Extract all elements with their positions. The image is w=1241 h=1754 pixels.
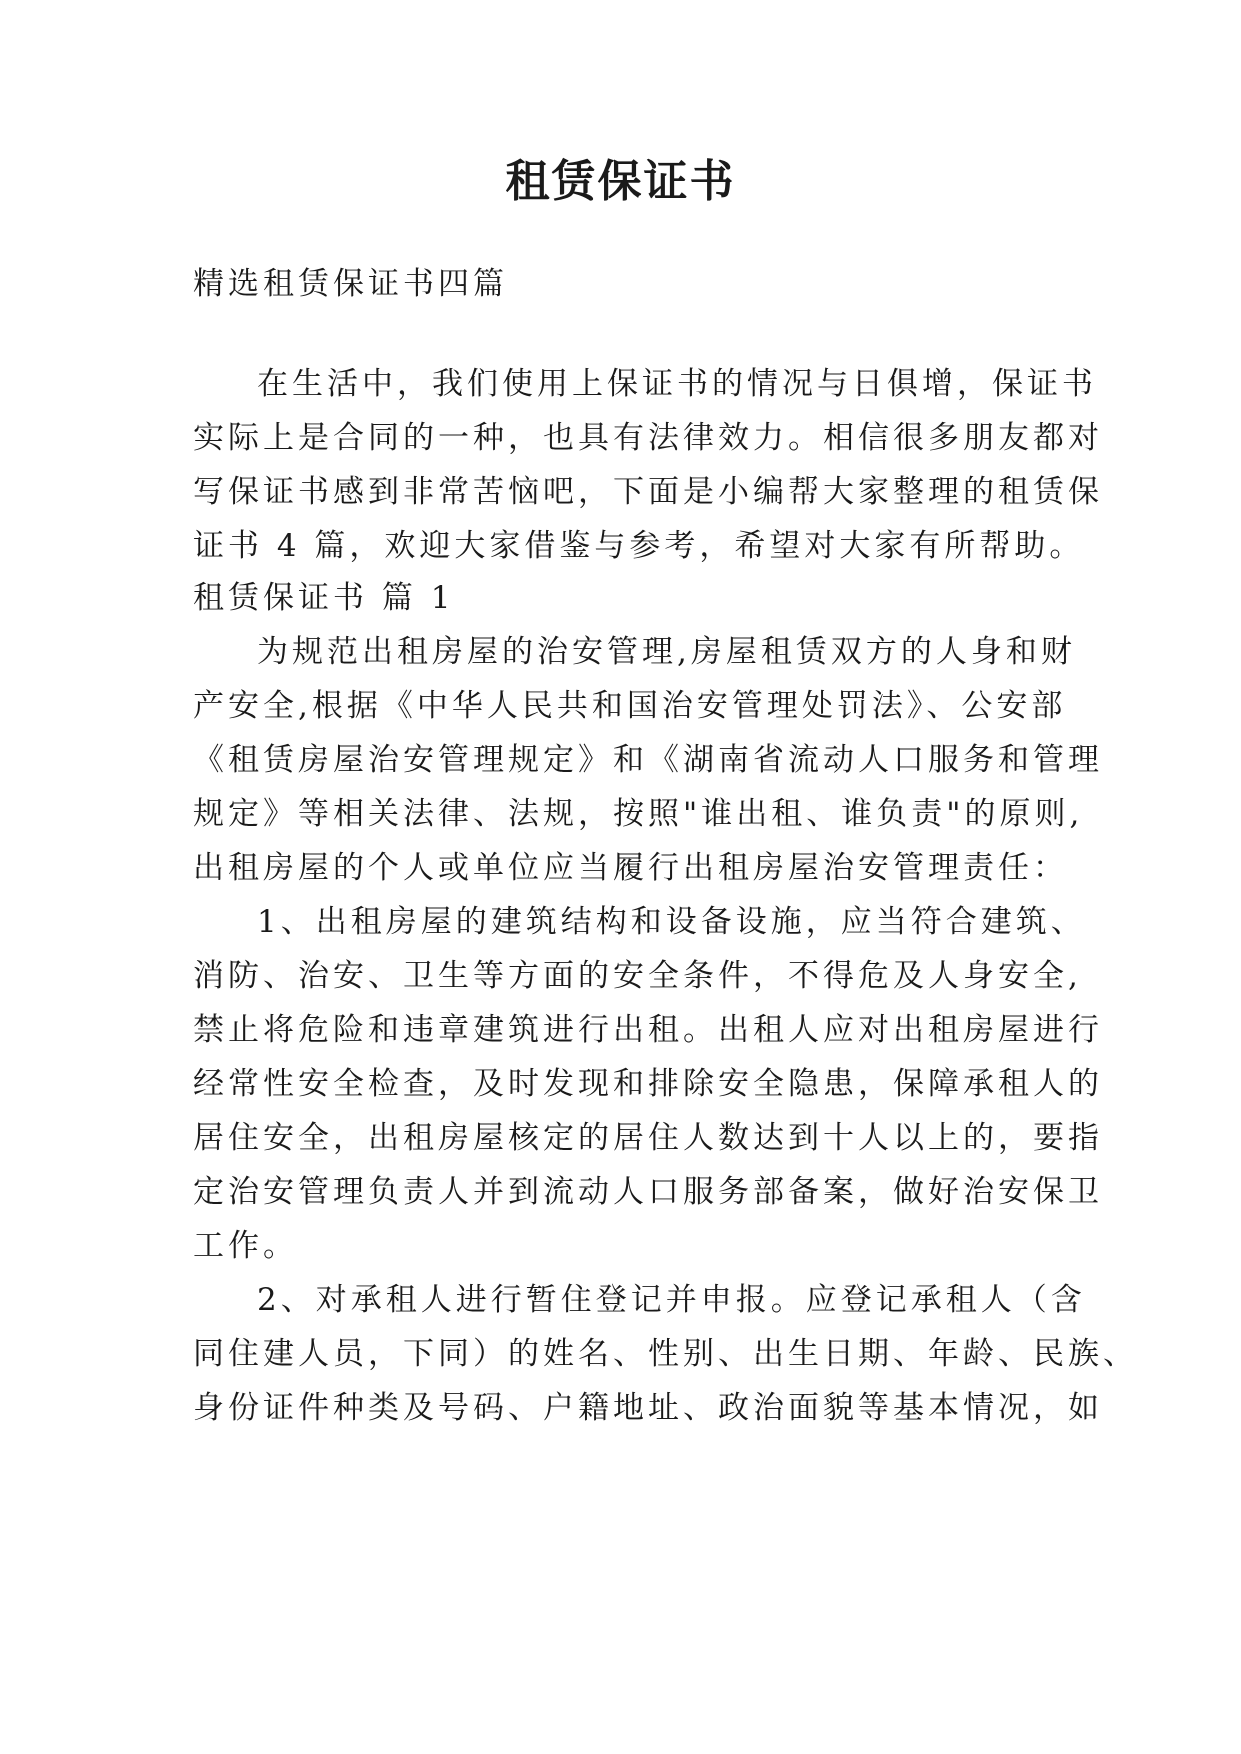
item-line: 2、对承租人进行暂住登记并申报。应登记承租人（含: [257, 1282, 1086, 1318]
item-line: 禁止将危险和违章建筑进行出租。出租人应对出租房屋进行: [193, 1012, 1103, 1048]
document-subtitle: 精选租赁保证书四篇: [193, 266, 508, 302]
item-line: 消防、治安、卫生等方面的安全条件，不得危及人身安全,: [193, 958, 1082, 994]
paragraph-line: 为规范出租房屋的治安管理,房屋租赁双方的人身和财: [257, 634, 1076, 670]
item-line: 经常性安全检查，及时发现和排除安全隐患，保障承租人的: [193, 1066, 1103, 1102]
intro-line: 证书 4 篇，欢迎大家借鉴与参考，希望对大家有所帮助。: [193, 528, 1085, 564]
document-title: 租赁保证书: [505, 156, 736, 207]
intro-line: 实际上是合同的一种，也具有法律效力。相信很多朋友都对: [193, 420, 1103, 456]
paragraph-line: 《租赁房屋治安管理规定》和《湖南省流动人口服务和管理: [193, 742, 1103, 778]
item-line: 居住安全，出租房屋核定的居住人数达到十人以上的，要指: [193, 1120, 1103, 1156]
item-line: 工作。: [193, 1228, 298, 1264]
paragraph-line: 规定》等相关法律、法规，按照"谁出租、谁负责"的原则,: [193, 796, 1084, 832]
item-line: 1、出租房屋的建筑结构和设备设施，应当符合建筑、: [257, 904, 1086, 940]
item-line: 定治安管理负责人并到流动人口服务部备案，做好治安保卫: [193, 1174, 1103, 1210]
item-line: 身份证件种类及号码、户籍地址、政治面貌等基本情况，如: [193, 1390, 1103, 1426]
section-heading: 租赁保证书 篇 1: [193, 580, 455, 616]
paragraph-line: 出租房屋的个人或单位应当履行出租房屋治安管理责任：: [193, 850, 1068, 886]
intro-line: 在生活中，我们使用上保证书的情况与日俱增，保证书: [257, 366, 1097, 402]
paragraph-line: 产安全,根据《中华人民共和国治安管理处罚法》、公安部: [193, 688, 1067, 724]
item-line: 同住建人员，下同）的姓名、性别、出生日期、年龄、民族、: [193, 1336, 1138, 1372]
intro-line: 写保证书感到非常苦恼吧，下面是小编帮大家整理的租赁保: [193, 474, 1103, 510]
